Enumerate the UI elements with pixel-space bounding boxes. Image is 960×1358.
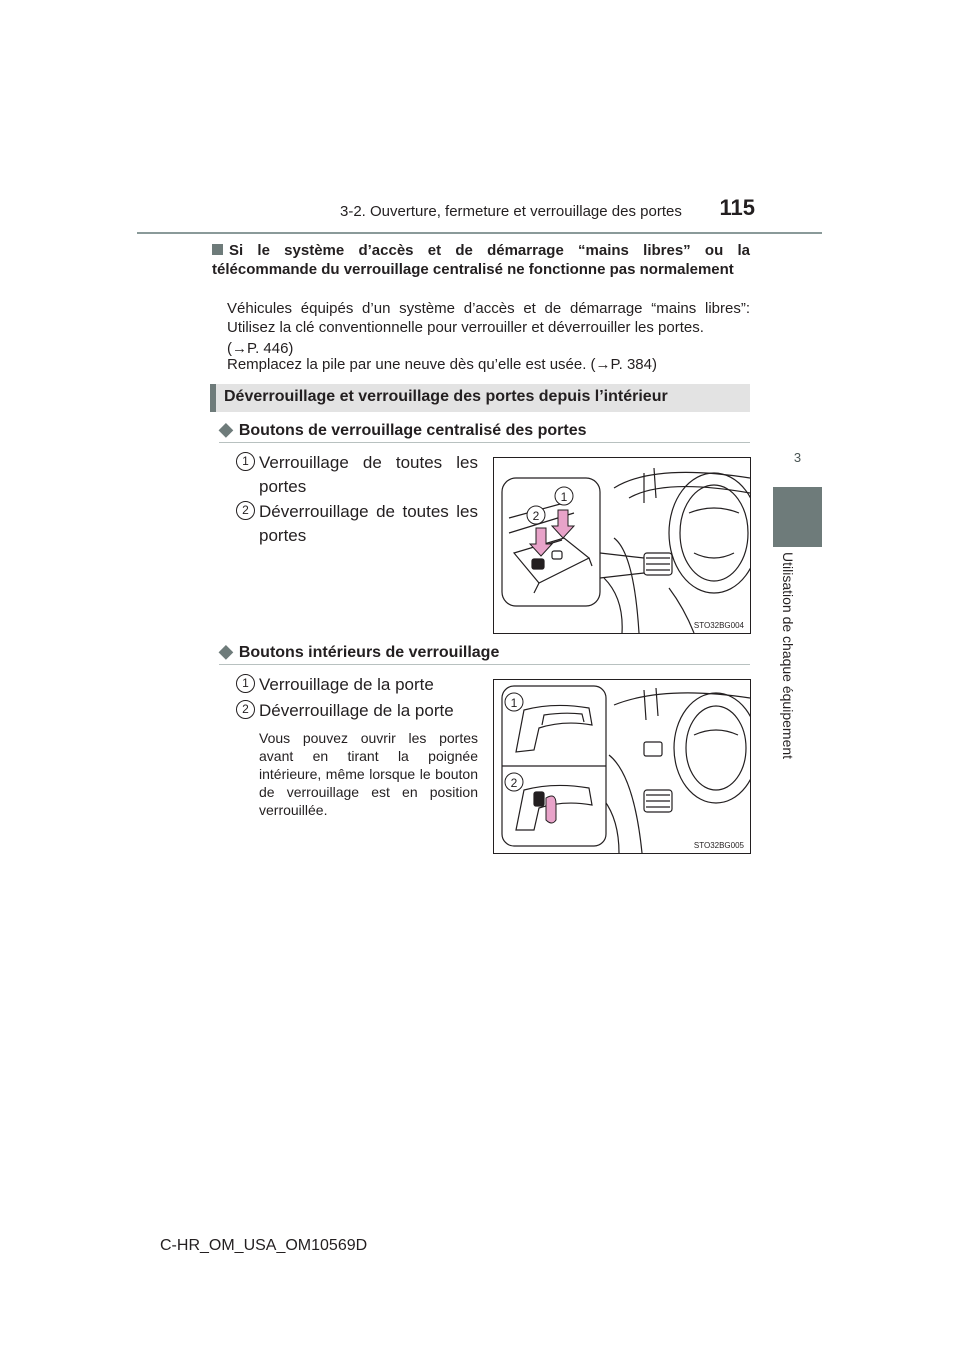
figure-inside-lock-button <box>493 679 751 854</box>
item-number-badge: 2 <box>236 501 255 520</box>
note-paragraph-2: Remplacez la pile par une neuve dès qu’elle est usée. (→P. 384) <box>227 356 657 373</box>
item-number-badge: 1 <box>236 452 255 471</box>
item-text: Déverrouillage de la porte <box>259 701 454 720</box>
chapter-number: 3 <box>793 450 802 465</box>
document-id: C-HR_OM_USA_OM10569D <box>160 1237 368 1254</box>
item-text: Verrouillage de toutes les portes <box>259 453 478 496</box>
figure-door-lock-switch <box>493 457 751 634</box>
subsection-2-title: Boutons intérieurs de verrouillage <box>238 644 500 661</box>
callout-2: 2 <box>532 509 540 523</box>
diamond-bullet-icon: ◆ <box>219 419 233 439</box>
note-heading-text: Si le système d’accès et de démarrage “mains libres” ou la télécommande du verrouillage centralisé ne fonctionne pas normalement <box>212 242 750 278</box>
note-reference-link[interactable]: (→P. 446) <box>227 340 294 357</box>
inner-handle-note: Vous pouvez ouvrir les portes avant en tirant la poignée intérieure, même lorsque le bouton de verrouillage est en position verrouillée. <box>259 730 478 818</box>
square-bullet-icon <box>212 244 223 255</box>
subsection-2-heading <box>219 641 499 662</box>
finger-pull-icon <box>546 796 556 823</box>
diamond-bullet-icon: ◆ <box>219 641 233 661</box>
subsection-1-heading <box>219 419 587 440</box>
page-number: 115 <box>719 195 755 220</box>
chapter-label: Utilisation de chaque équipement <box>780 552 796 760</box>
subsection-1-rule <box>219 442 750 443</box>
callout-1: 1 <box>510 696 518 710</box>
callout-2: 2 <box>510 776 518 790</box>
subsection-1-title: Boutons de verrouillage centralisé des portes <box>238 422 587 439</box>
item-number-badge: 1 <box>236 674 255 693</box>
figure-code: STO32BG005 <box>693 841 744 850</box>
figure-code: STO32BG004 <box>693 621 744 630</box>
item-text: Déverrouillage de toutes les portes <box>259 502 478 545</box>
note-paragraph-1: Véhicules équipés d’un système d’accès et de démarrage “mains libres”: Utilisez la clé conventionnelle pour verrouiller et déverrouiller les portes. <box>227 300 750 336</box>
item-number-badge: 2 <box>236 700 255 719</box>
subsection-2-rule <box>219 664 750 665</box>
inside-lock-illustration <box>494 680 750 853</box>
callout-1: 1 <box>560 490 568 504</box>
item-text: Verrouillage de la porte <box>259 675 434 694</box>
header-rule <box>137 232 822 234</box>
running-header: 3-2. Ouverture, fermeture et verrouillage des portes <box>340 203 682 220</box>
chapter-tab <box>773 487 822 547</box>
door-lock-switch-illustration <box>494 458 750 633</box>
note-heading <box>212 241 750 279</box>
section-title: Déverrouillage et verrouillage des portes depuis l’intérieur <box>224 388 668 405</box>
